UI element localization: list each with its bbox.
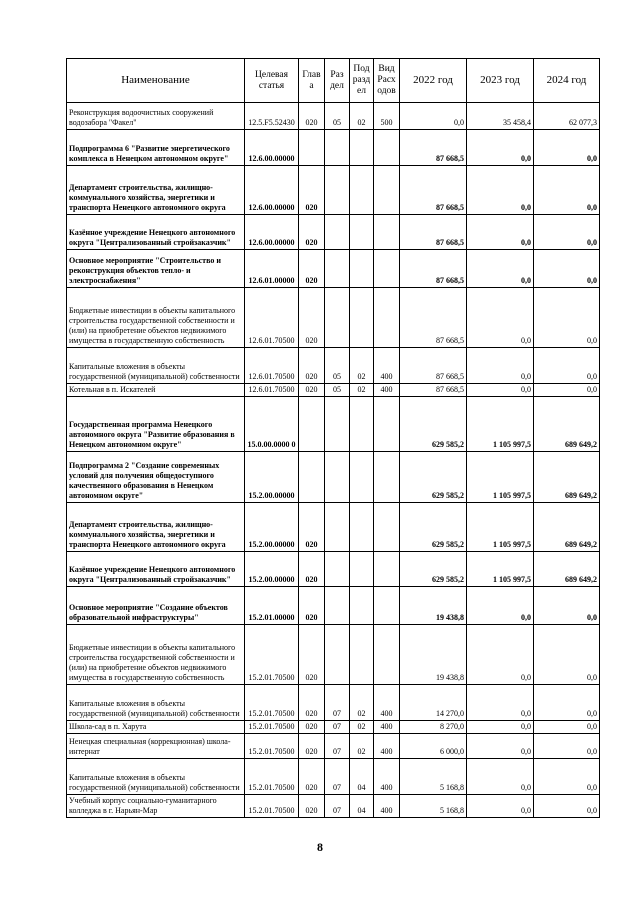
cell-razdel: 07 [325, 721, 350, 734]
col-header-2023: 2023 год [467, 59, 534, 103]
cell-2023: 0,0 [467, 130, 534, 166]
cell-name: Бюджетные инвестиции в объекты капитального строительства государственной собственности и (или) на приобретение объектов недвижимого имущества в государственную собственность [67, 625, 245, 685]
cell-podrazdel [350, 288, 374, 348]
cell-2023: 0,0 [467, 250, 534, 288]
cell-2023: 0,0 [467, 587, 534, 625]
cell-vid: 400 [374, 721, 400, 734]
cell-target: 15.2.00.00000 [245, 503, 299, 552]
cell-razdel [325, 288, 350, 348]
cell-2023: 35 458,4 [467, 103, 534, 130]
cell-name: Капитальные вложения в объекты государственной (муниципальной) собственности [67, 348, 245, 384]
cell-razdel [325, 250, 350, 288]
cell-target: 12.6.01.00000 [245, 250, 299, 288]
cell-name: Подпрограмма 2 "Создание современных условий для получения общедоступного качественного образования в Ненецком автономном округе" [67, 452, 245, 503]
cell-2023: 0,0 [467, 759, 534, 795]
col-header-razdel: Раз дел [325, 59, 350, 103]
cell-2023: 0,0 [467, 795, 534, 818]
cell-vid [374, 397, 400, 452]
cell-2023: 0,0 [467, 685, 534, 721]
cell-2024: 0,0 [534, 685, 600, 721]
cell-target: 12.6.01.70500 [245, 288, 299, 348]
cell-2024: 0,0 [534, 759, 600, 795]
cell-podrazdel [350, 166, 374, 215]
cell-name: Капитальные вложения в объекты государственной (муниципальной) собственности [67, 685, 245, 721]
cell-2024: 0,0 [534, 734, 600, 759]
cell-vid [374, 288, 400, 348]
cell-2022: 87 668,5 [400, 348, 467, 384]
table-row [67, 734, 600, 759]
col-header-2024: 2024 год [534, 59, 600, 103]
cell-target: 15.2.00.00000 [245, 452, 299, 503]
cell-razdel [325, 587, 350, 625]
cell-razdel [325, 452, 350, 503]
cell-name: Капитальные вложения в объекты государственной (муниципальной) собственности [67, 759, 245, 795]
cell-podrazdel: 02 [350, 384, 374, 397]
cell-razdel: 05 [325, 348, 350, 384]
cell-glava: 020 [299, 384, 325, 397]
cell-vid [374, 452, 400, 503]
cell-name: Департамент строительства, жилищно-коммунального хозяйства, энергетики и транспорта Ненецкого автономного округа [67, 166, 245, 215]
table-row [67, 384, 600, 397]
table-row [67, 685, 600, 721]
cell-2022: 87 668,5 [400, 384, 467, 397]
cell-2022: 629 585,2 [400, 552, 467, 587]
cell-razdel: 05 [325, 103, 350, 130]
col-header-name: Наименование [67, 59, 245, 103]
cell-podrazdel [350, 130, 374, 166]
cell-2024: 689 649,2 [534, 503, 600, 552]
cell-2022: 629 585,2 [400, 452, 467, 503]
cell-name: Государственная программа Ненецкого автономного округа "Развитие образования в Ненецком автономном округе" [67, 397, 245, 452]
cell-2024: 0,0 [534, 348, 600, 384]
cell-vid: 400 [374, 795, 400, 818]
cell-target: 12.6.00.00000 [245, 130, 299, 166]
cell-podrazdel: 02 [350, 685, 374, 721]
cell-target: 15.2.01.70500 [245, 721, 299, 734]
cell-podrazdel: 02 [350, 721, 374, 734]
cell-glava: 020 [299, 348, 325, 384]
table-body [67, 103, 600, 818]
cell-target: 12.5.F5.52430 [245, 103, 299, 130]
cell-2022: 8 270,0 [400, 721, 467, 734]
cell-target: 15.2.00.00000 [245, 552, 299, 587]
cell-2024: 689 649,2 [534, 552, 600, 587]
cell-glava: 020 [299, 250, 325, 288]
cell-2022: 14 270,0 [400, 685, 467, 721]
cell-2024: 0,0 [534, 250, 600, 288]
cell-2022: 6 000,0 [400, 734, 467, 759]
cell-2024: 0,0 [534, 795, 600, 818]
cell-glava [299, 452, 325, 503]
cell-2023: 0,0 [467, 288, 534, 348]
cell-vid [374, 130, 400, 166]
table-row [67, 166, 600, 215]
cell-podrazdel [350, 503, 374, 552]
cell-podrazdel [350, 397, 374, 452]
cell-glava [299, 130, 325, 166]
cell-2022: 629 585,2 [400, 397, 467, 452]
cell-name: Ненецкая специальная (коррекционная) школа-интернат [67, 734, 245, 759]
col-header-2022: 2022 год [400, 59, 467, 103]
cell-2023: 0,0 [467, 166, 534, 215]
cell-name: Школа-сад в п. Харута [67, 721, 245, 734]
cell-2022: 5 168,8 [400, 795, 467, 818]
cell-glava: 020 [299, 215, 325, 250]
table-row [67, 552, 600, 587]
cell-vid: 400 [374, 759, 400, 795]
cell-2024: 0,0 [534, 384, 600, 397]
cell-name: Основное мероприятие "Строительство и реконструкция объектов тепло- и электроснабжения" [67, 250, 245, 288]
cell-glava [299, 397, 325, 452]
cell-podrazdel [350, 215, 374, 250]
cell-glava: 020 [299, 587, 325, 625]
cell-2024: 0,0 [534, 288, 600, 348]
cell-target: 15.2.01.00000 [245, 587, 299, 625]
table-row [67, 721, 600, 734]
cell-name: Основное мероприятие "Создание объектов образовательной инфраструктуры" [67, 587, 245, 625]
cell-podrazdel: 04 [350, 759, 374, 795]
table-row [67, 250, 600, 288]
cell-2023: 0,0 [467, 625, 534, 685]
col-header-vid: Вид Расх одов [374, 59, 400, 103]
cell-podrazdel: 02 [350, 103, 374, 130]
table-row [67, 625, 600, 685]
cell-2023: 1 105 997,5 [467, 452, 534, 503]
cell-razdel [325, 215, 350, 250]
cell-name: Подпрограмма 6 "Развитие энергетического комплекса в Ненецком автономном округе" [67, 130, 245, 166]
cell-glava: 020 [299, 103, 325, 130]
cell-razdel [325, 552, 350, 587]
cell-vid: 500 [374, 103, 400, 130]
cell-2023: 0,0 [467, 721, 534, 734]
cell-2022: 19 438,8 [400, 587, 467, 625]
cell-vid [374, 503, 400, 552]
cell-vid [374, 250, 400, 288]
cell-razdel: 07 [325, 795, 350, 818]
cell-name: Казённое учреждение Ненецкого автономного округа "Централизованный стройзаказчик" [67, 552, 245, 587]
cell-target: 12.6.00.00000 [245, 215, 299, 250]
cell-razdel [325, 625, 350, 685]
cell-2022: 629 585,2 [400, 503, 467, 552]
cell-razdel: 05 [325, 384, 350, 397]
table-row [67, 348, 600, 384]
cell-2024: 0,0 [534, 721, 600, 734]
cell-2022: 87 668,5 [400, 130, 467, 166]
table-row [67, 503, 600, 552]
cell-razdel [325, 503, 350, 552]
cell-target: 15.2.01.70500 [245, 759, 299, 795]
cell-glava: 020 [299, 795, 325, 818]
cell-target: 15.2.01.70500 [245, 625, 299, 685]
cell-target: 12.6.01.70500 [245, 348, 299, 384]
cell-2023: 0,0 [467, 734, 534, 759]
cell-2022: 0,0 [400, 103, 467, 130]
cell-2024: 0,0 [534, 215, 600, 250]
table-row [67, 130, 600, 166]
cell-2024: 62 077,3 [534, 103, 600, 130]
cell-glava: 020 [299, 503, 325, 552]
cell-2023: 1 105 997,5 [467, 503, 534, 552]
cell-2024: 0,0 [534, 166, 600, 215]
cell-2024: 689 649,2 [534, 452, 600, 503]
cell-2024: 0,0 [534, 625, 600, 685]
table-row [67, 288, 600, 348]
cell-vid: 400 [374, 685, 400, 721]
col-header-podrazdel: Под разд ел [350, 59, 374, 103]
cell-target: 12.6.00.00000 [245, 166, 299, 215]
cell-razdel [325, 397, 350, 452]
cell-name: Казённое учреждение Ненецкого автономного округа "Централизованный стройзаказчик" [67, 215, 245, 250]
cell-vid [374, 166, 400, 215]
cell-glava: 020 [299, 734, 325, 759]
cell-podrazdel [350, 452, 374, 503]
cell-2023: 0,0 [467, 348, 534, 384]
cell-name: Реконструкция водоочистных сооружений водозабора "Факел" [67, 103, 245, 130]
page-number: 8 [317, 840, 323, 854]
cell-podrazdel [350, 250, 374, 288]
cell-target: 15.2.01.70500 [245, 734, 299, 759]
cell-glava: 020 [299, 288, 325, 348]
cell-2023: 0,0 [467, 384, 534, 397]
cell-vid: 400 [374, 348, 400, 384]
cell-vid [374, 625, 400, 685]
table-row [67, 103, 600, 130]
cell-target: 15.2.01.70500 [245, 685, 299, 721]
cell-glava: 020 [299, 759, 325, 795]
cell-podrazdel: 02 [350, 734, 374, 759]
table-row [67, 759, 600, 795]
table-row [67, 795, 600, 818]
cell-razdel: 07 [325, 685, 350, 721]
cell-vid [374, 215, 400, 250]
cell-podrazdel: 04 [350, 795, 374, 818]
cell-podrazdel [350, 587, 374, 625]
cell-target: 12.6.01.70500 [245, 384, 299, 397]
cell-razdel: 07 [325, 759, 350, 795]
cell-glava: 020 [299, 552, 325, 587]
col-header-target: Целевая статья [245, 59, 299, 103]
cell-name: Учебный корпус социально-гуманитарного колледжа в г. Нарьян-Мар [67, 795, 245, 818]
cell-podrazdel [350, 552, 374, 587]
cell-2022: 19 438,8 [400, 625, 467, 685]
cell-razdel [325, 130, 350, 166]
cell-2022: 87 668,5 [400, 215, 467, 250]
cell-target: 15.0.00.0000 0 [245, 397, 299, 452]
cell-vid: 400 [374, 734, 400, 759]
cell-podrazdel [350, 625, 374, 685]
cell-2023: 1 105 997,5 [467, 397, 534, 452]
cell-2022: 87 668,5 [400, 288, 467, 348]
cell-glava: 020 [299, 685, 325, 721]
cell-glava: 020 [299, 166, 325, 215]
cell-target: 15.2.01.70500 [245, 795, 299, 818]
cell-2022: 5 168,8 [400, 759, 467, 795]
cell-vid: 400 [374, 384, 400, 397]
budget-table [66, 58, 600, 818]
cell-glava: 020 [299, 721, 325, 734]
table-row [67, 397, 600, 452]
cell-2022: 87 668,5 [400, 250, 467, 288]
cell-podrazdel: 02 [350, 348, 374, 384]
cell-razdel: 07 [325, 734, 350, 759]
cell-vid [374, 587, 400, 625]
col-header-glava: Глав а [299, 59, 325, 103]
table-row [67, 587, 600, 625]
cell-2024: 0,0 [534, 587, 600, 625]
cell-vid [374, 552, 400, 587]
cell-name: Департамент строительства, жилищно-коммунального хозяйства, энергетики и транспорта Ненецкого автономного округа [67, 503, 245, 552]
cell-razdel [325, 166, 350, 215]
cell-2024: 0,0 [534, 130, 600, 166]
cell-name: Котельная в п. Искателей [67, 384, 245, 397]
header-row [67, 59, 600, 103]
cell-2023: 0,0 [467, 215, 534, 250]
cell-2024: 689 649,2 [534, 397, 600, 452]
table-row [67, 452, 600, 503]
cell-2023: 1 105 997,5 [467, 552, 534, 587]
cell-name: Бюджетные инвестиции в объекты капитального строительства государственной собственности и (или) на приобретение объектов недвижимого имущества в государственную собственность [67, 288, 245, 348]
table-row [67, 215, 600, 250]
cell-2022: 87 668,5 [400, 166, 467, 215]
cell-glava: 020 [299, 625, 325, 685]
